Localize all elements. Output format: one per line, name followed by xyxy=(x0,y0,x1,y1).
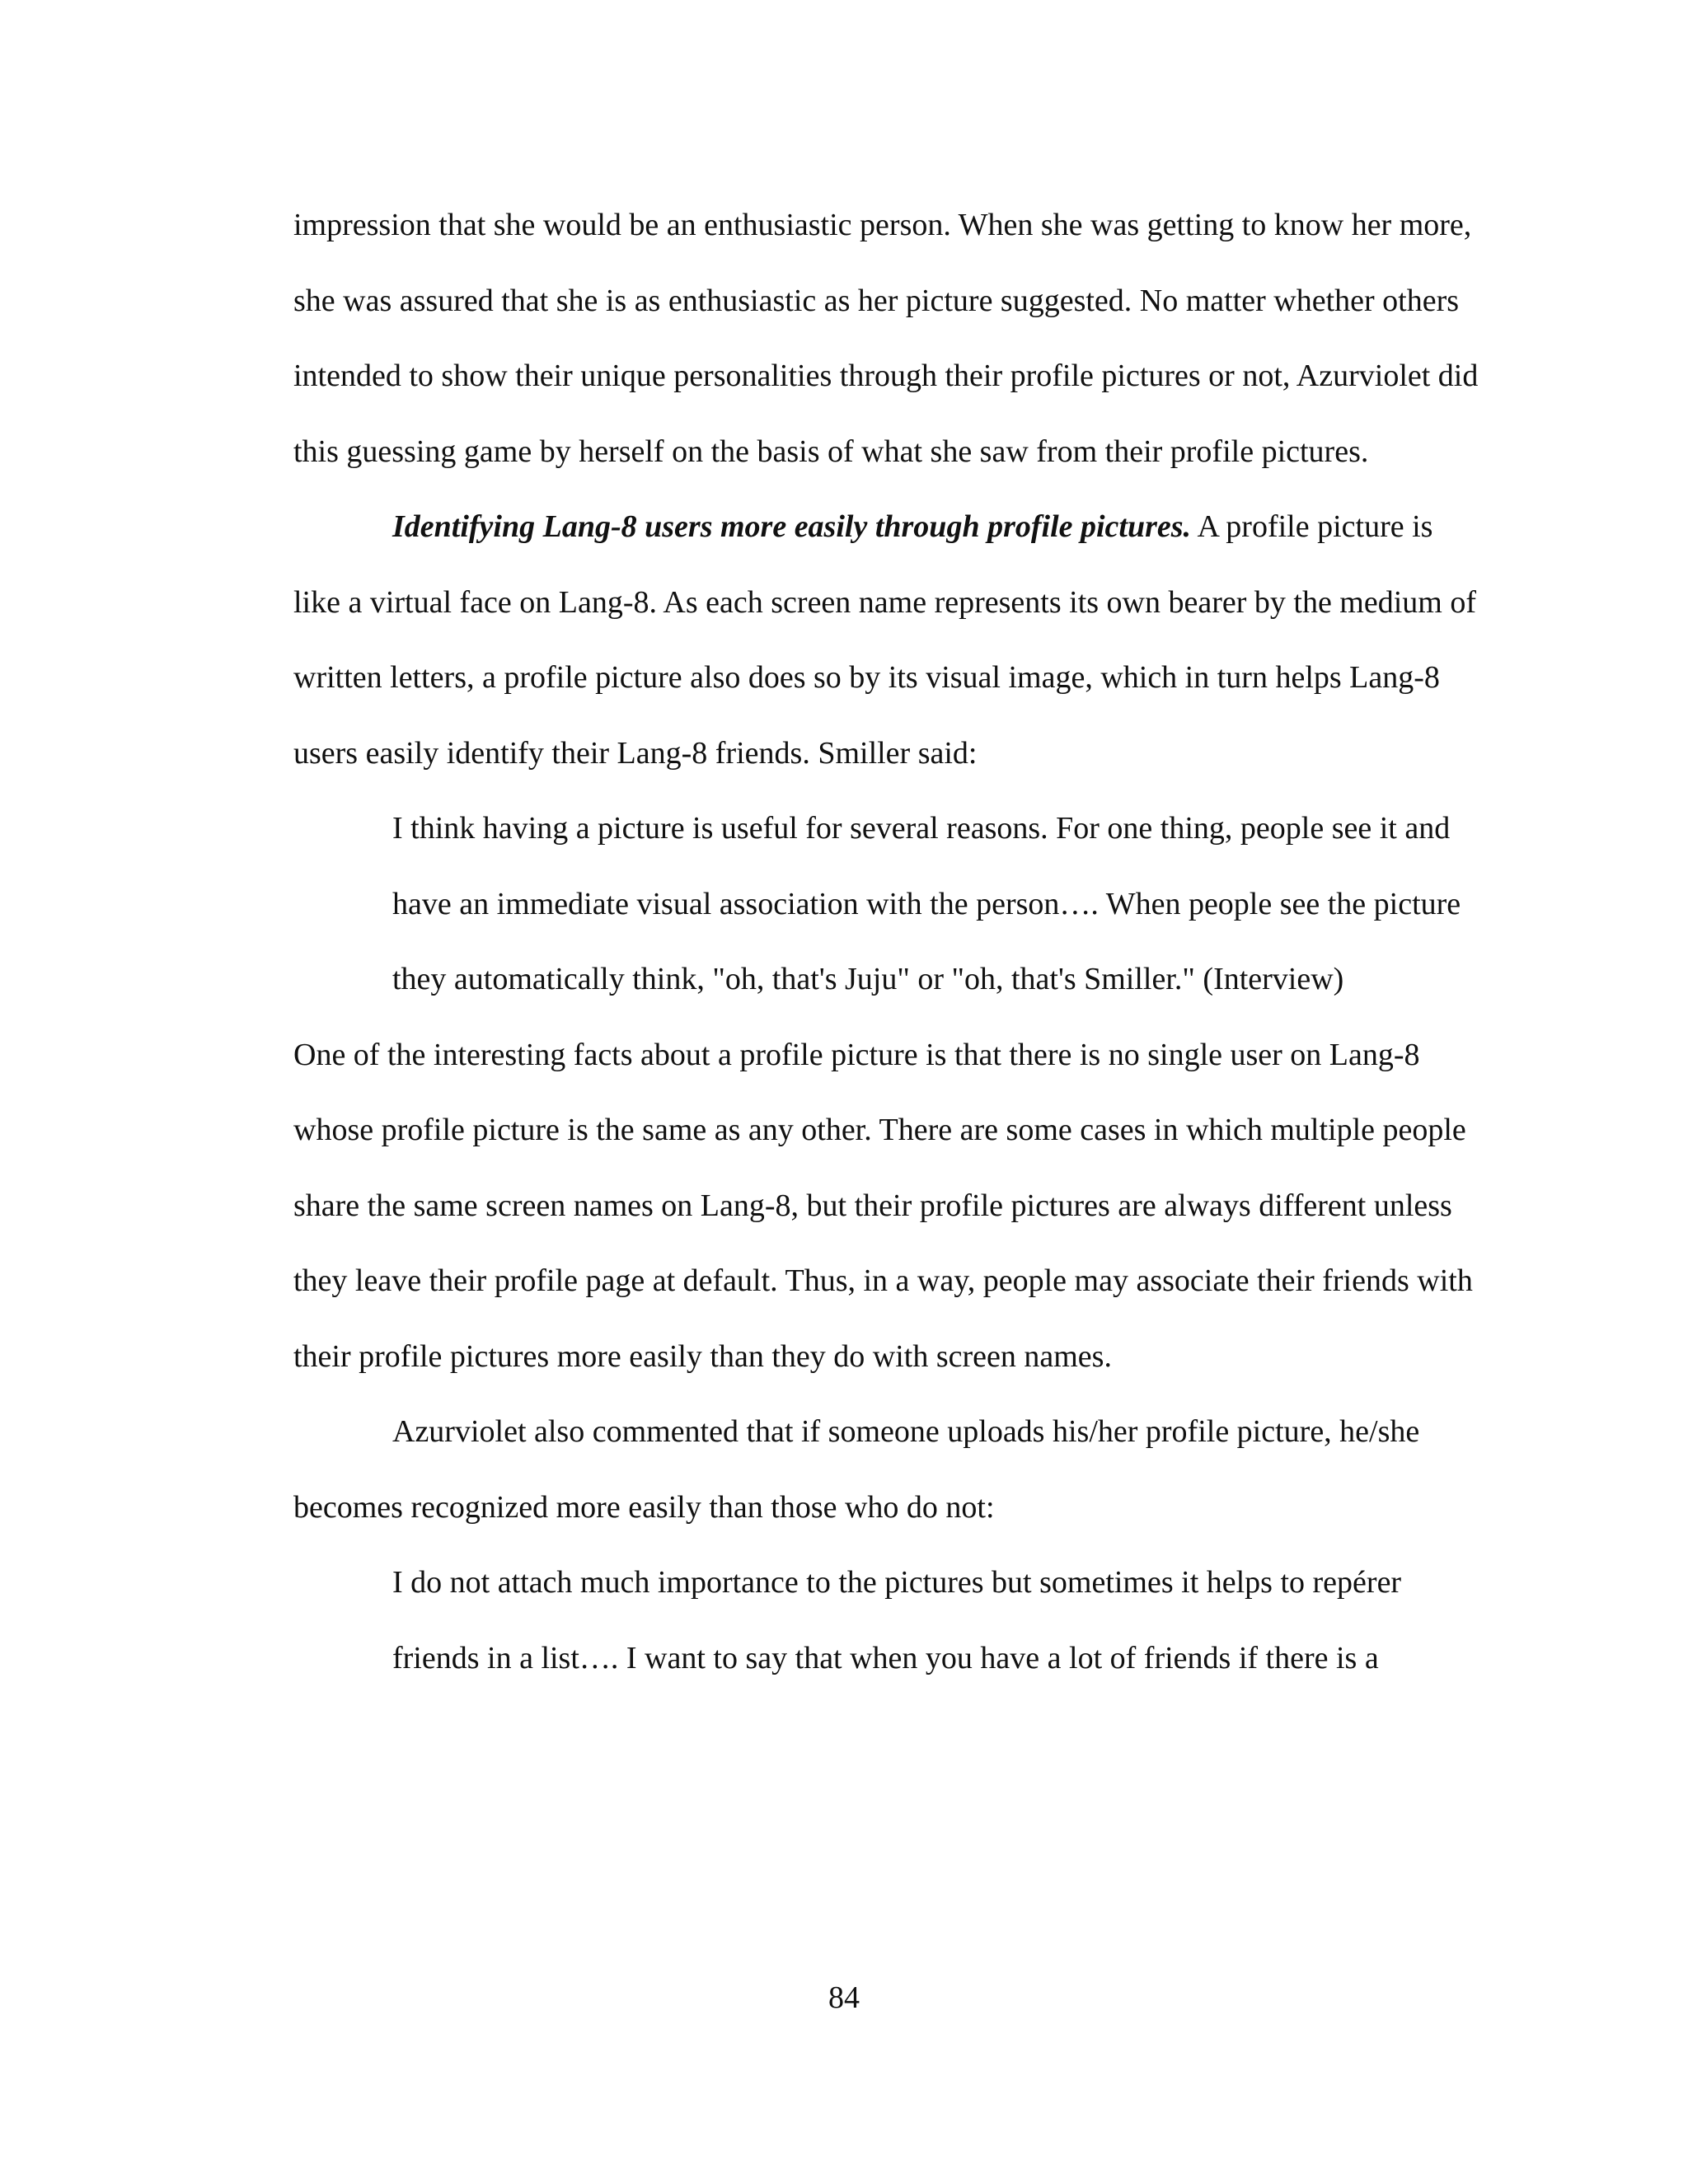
page-number: 84 xyxy=(828,1980,860,2015)
paragraph-body: A profile picture is like a virtual face on Lang-8. As each screen name represents its own bearer by the medium of written letters, a profile picture also does so by its visual image, which in turn helps Lang-8 users easily identify their Lang-8 friends. Smiller said: xyxy=(293,509,1477,771)
section-heading: Identifying Lang-8 users more easily through profile pictures. xyxy=(392,509,1192,544)
paragraph-profile-picture-facts: One of the interesting facts about a profile picture is that there is no single user on Lang-8 whose profile picture is the same as any other. There are some cases in which multiple people share the same screen names on Lang-8, but their profile pictures are always different unless they leave their profile page at default. Thus, in a way, people may associate their friends with their profile pictures more easily than they do with screen names. xyxy=(293,1037,1473,1374)
paragraph-continued: impression that she would be an enthusiastic person. When she was getting to know her more, she was assured that she is as enthusiastic as her picture suggested. No matter whether others intended to show their unique personalities through their profile pictures or not, Azurviolet did this guessing game by herself on the basis of what she saw from their profile pictures. xyxy=(293,208,1479,469)
block-quote-smiller: I think having a picture is useful for several reasons. For one thing, people see it and have an immediate visual association with the person…. When people see the picture they automatically think, "oh, that's Juju" or "oh, that's Smiller." (Interview) xyxy=(392,811,1461,996)
block-quote-azurviolet: I do not attach much importance to the pictures but sometimes it helps to repérer friends in a list…. I want to say that when you have a lot of friends if there is a xyxy=(392,1565,1402,1675)
body-text xyxy=(293,188,1480,1696)
paragraph-azurviolet-comment: Azurviolet also commented that if someone uploads his/her profile picture, he/she becomes recognized more easily than those who do not: xyxy=(293,1414,1420,1525)
paragraph-subheading-section xyxy=(293,490,1480,791)
